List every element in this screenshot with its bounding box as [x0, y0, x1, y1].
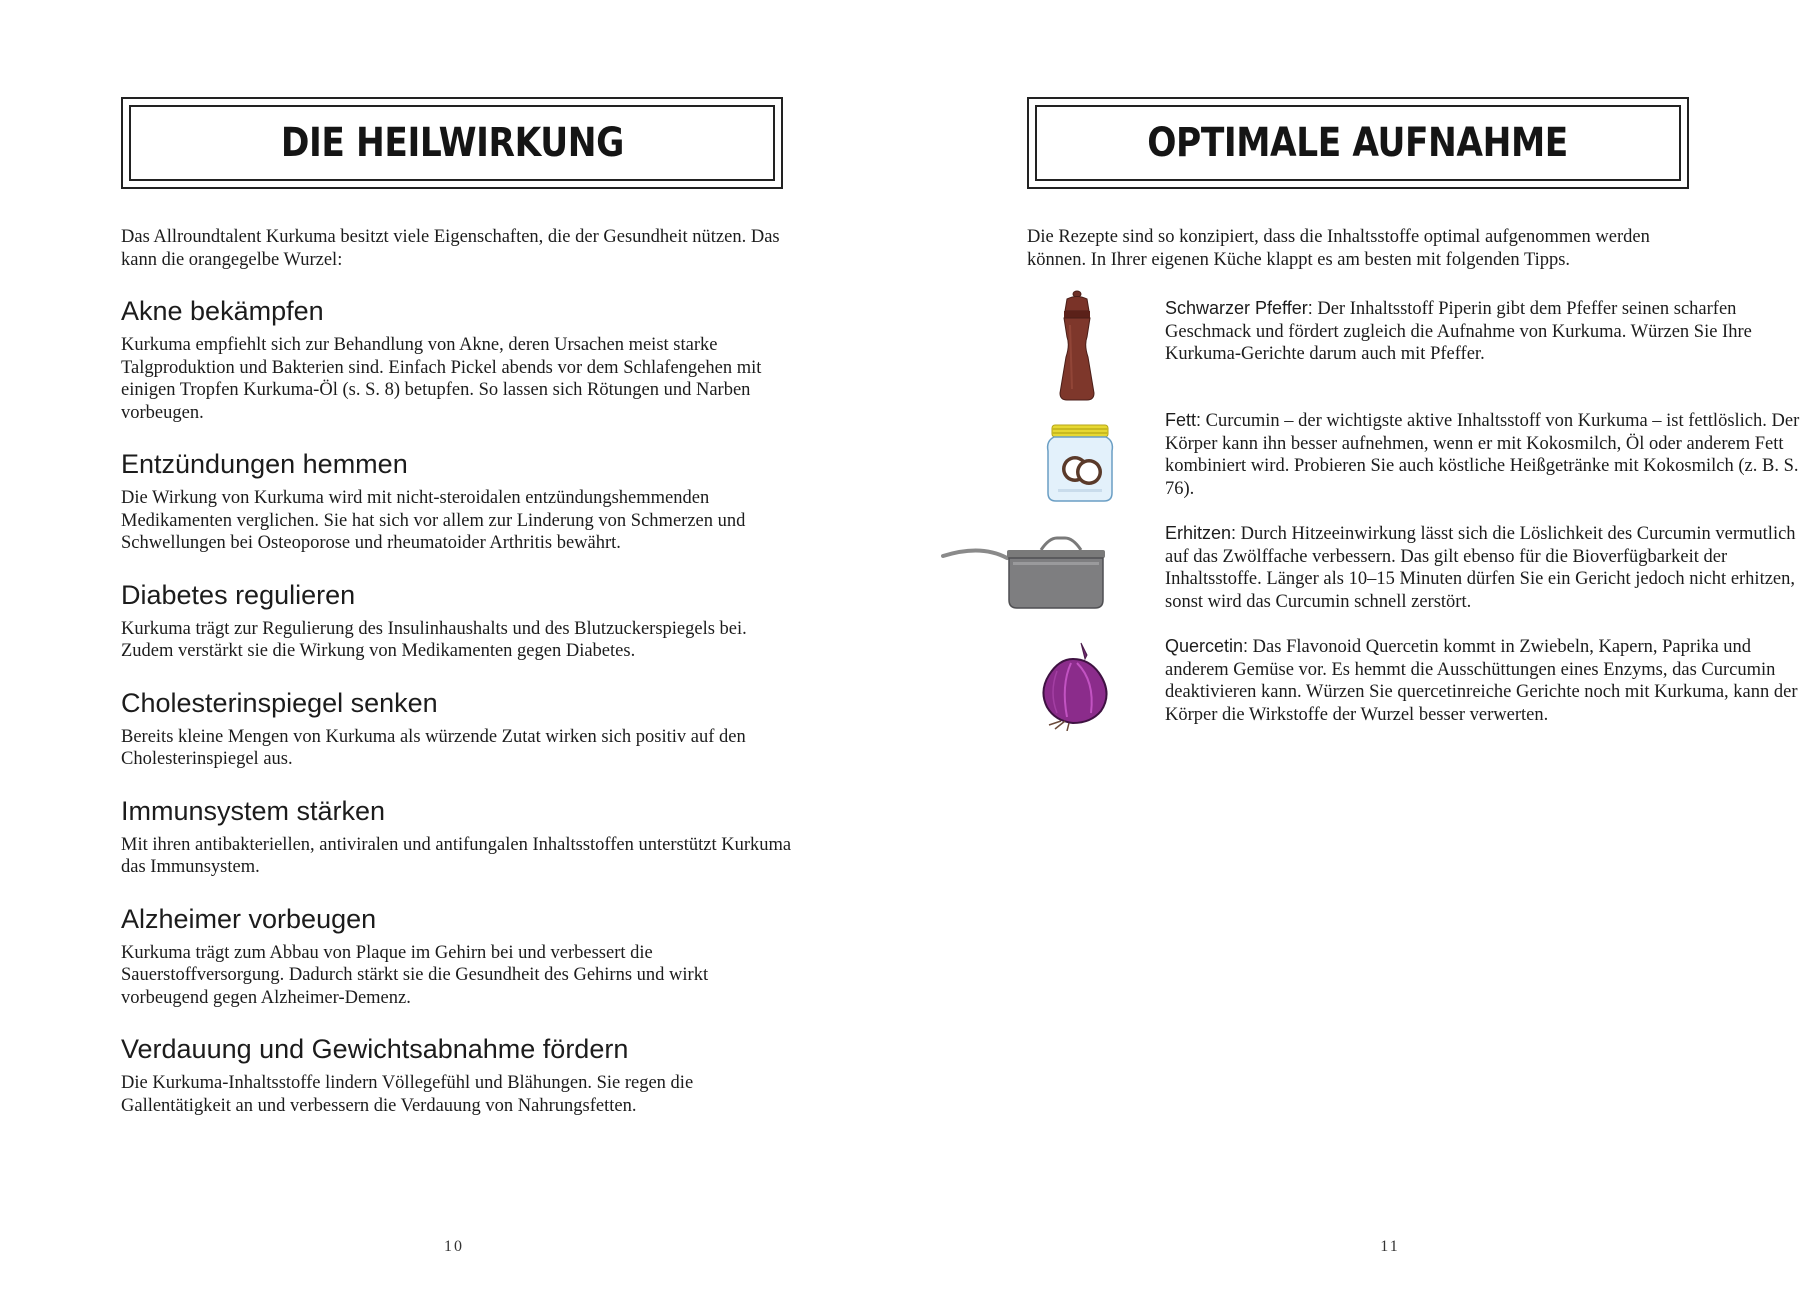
tip-quercetin [1027, 635, 1800, 726]
section-text: Kurkuma trägt zur Regulierung des Insulinhaushalts und des Blutzuckerspiegels bei. Zudem verstärkt sie die Wirkung von Medikamenten gegen Diabetes. [121, 618, 747, 661]
section-cholesterin [121, 686, 793, 771]
tip-text: Durch Hitzeeinwirkung lässt sich die Löslichkeit des Curcumin vermutlich auf das Zwölffache verbessern. Das gilt ebenso für die Bioverfügbarkeit der Inhaltsstoffe. Länger als 10–15 Minuten dürfen Sie ein Gericht jedoch nicht erhitzen, sonst wird das Curcumin schnell zerstört. [1165, 524, 1796, 612]
section-text: Die Kurkuma-Inhaltsstoffe lindern Völlegefühl und Blähungen. Sie regen die Gallentätigkeit an und verbessern die Verdauung von Nahrungsfetten. [121, 1073, 694, 1116]
benefit-sections [121, 294, 793, 1117]
section-akne [121, 294, 793, 424]
section-verdauung [121, 1032, 793, 1117]
coconut-jar-icon [1044, 423, 1116, 503]
section-text: Kurkuma trägt zum Abbau von Plaque im Gehirn bei und verbessert die Sauerstoffversorgung. Dadurch stärkt sie die Gesundheit des Gehirns und wirkt vorbeugend gegen Alzheimer-Demenz. [121, 942, 709, 1008]
section-diabetes [121, 578, 793, 663]
tip-fett [1027, 409, 1800, 500]
page-title: DIE HEILWIRKUNG [280, 120, 624, 166]
right-page [900, 0, 1800, 1290]
tip-label: Fett: [1165, 410, 1202, 430]
section-text: Mit ihren antibakteriellen, antiviralen und antifungalen Inhaltsstoffen unterstützt Kurkuma das Immunsystem. [121, 834, 792, 877]
intro-text: Das Allroundtalent Kurkuma besitzt viele Eigenschaften, die der Gesundheit nützen. Das kann die orangegelbe Wurzel: [121, 227, 780, 270]
section-entzuendungen [121, 447, 793, 555]
tip-pfeffer [1027, 297, 1800, 387]
title-box [1027, 97, 1689, 189]
tip-text: Curcumin – der wichtigste aktive Inhaltsstoff von Kurkuma – ist fettlöslich. Der Körper kann ihn besser aufnehmen, wenn er mit Kokosmilch, Öl oder anderem Fett kombiniert wird. Probieren Sie auch köstliche Heißgetränke mit Kokosmilch (z. B. S. 76). [1165, 411, 1800, 499]
cooking-pot-icon [941, 534, 1133, 612]
page-title: OPTIMALE AUFNAHME [1147, 120, 1569, 166]
tip-text: Das Flavonoid Quercetin kommt in Zwiebeln, Kapern, Paprika und anderem Gemüse vor. Es hemmt die Ausschüttungen eines Enzyms, das Curcumin deaktivieren kann. Würzen Sie quercetinreiche Gerichte noch mit Kurkuma, kann der Körper die Wirkstoffe der Wurzel besser verwerten. [1165, 637, 1798, 725]
tip-label: Erhitzen: [1165, 523, 1237, 543]
tips-list [1027, 297, 1800, 726]
red-onion-icon [1037, 641, 1111, 731]
section-heading: Entzündungen hemmen [121, 449, 408, 479]
section-heading: Diabetes regulieren [121, 579, 356, 610]
section-heading: Akne bekämpfen [121, 296, 324, 326]
intro-text: Die Rezepte sind so konzipiert, dass die Inhaltsstoffe optimal aufgenommen werden können. In Ihrer eigenen Küche klappt es am besten mit folgenden Tipps. [1027, 227, 1650, 270]
section-text: Bereits kleine Mengen von Kurkuma als würzende Zutat wirken sich positiv auf den Cholesterinspiegel aus. [121, 726, 746, 769]
tip-text: Der Inhaltsstoff Piperin gibt dem Pfeffer seinen scharfen Geschmack und fördert zugleich die Aufnahme von Kurkuma. Würzen Sie Ihre Kurkuma-Gerichte darum auch mit Pfeffer. [1165, 299, 1752, 364]
section-text: Die Wirkung von Kurkuma wird mit nicht-steroidalen entzündungshemmenden Medikamenten verglichen. Sie hat sich vor allem zur Linderung von Schmerzen und Schwellungen bei Osteoporose und rheumatoider Arthritis bewährt. [121, 488, 746, 553]
section-heading: Cholesterinspiegel senken [121, 687, 438, 718]
title-box [121, 97, 783, 189]
section-immunsystem [121, 794, 793, 879]
page-number: 11 [1380, 1238, 1400, 1255]
section-heading: Immunsystem stärken [121, 795, 386, 826]
pepper-mill-icon [1053, 289, 1101, 405]
section-heading: Alzheimer vorbeugen [121, 903, 377, 934]
section-heading: Verdauung und Gewichtsabnahme fördern [121, 1034, 629, 1064]
tip-erhitzen [1027, 522, 1800, 613]
section-alzheimer [121, 902, 793, 1010]
tip-label: Schwarzer Pfeffer: [1165, 298, 1313, 318]
tip-label: Quercetin: [1165, 636, 1249, 656]
page-number: 10 [444, 1238, 464, 1255]
section-text: Kurkuma empfiehlt sich zur Behandlung von Akne, deren Ursachen meist starke Talgproduktion und Bakterien sind. Einfach Pickel abends vor dem Schlafengehen mit einigen Tropfen Kurkuma-Öl (s. S. 8) betupfen. So lassen sich Rötungen und Narben vorbeugen. [121, 335, 762, 423]
